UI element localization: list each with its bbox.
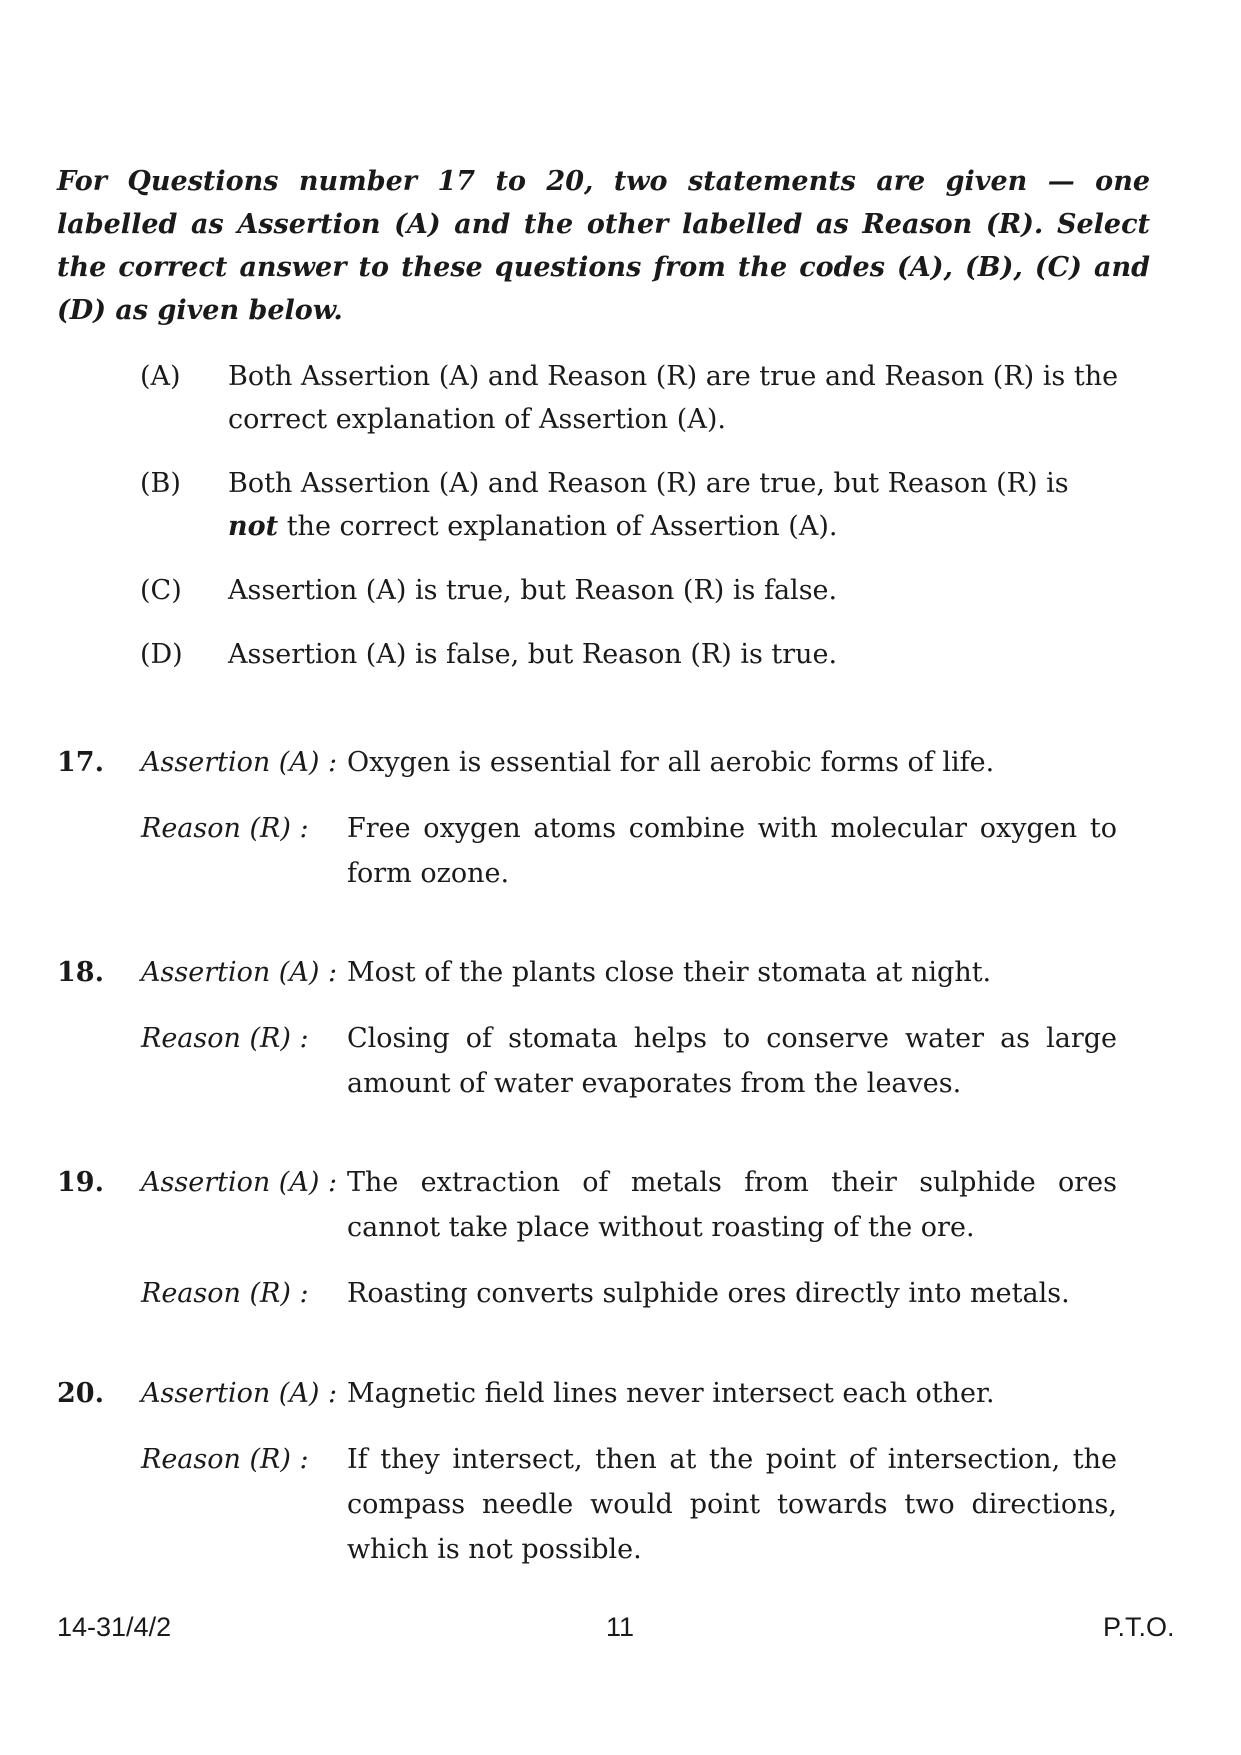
code-text: Both Assertion (A) and Reason (R) are true and Reason (R) is the correct explanation of Assertion (A). — [228, 361, 1119, 435]
question-20 — [57, 1371, 1117, 1593]
assertion-row — [57, 740, 1117, 785]
reason-label: Reason (R) : — [141, 813, 309, 844]
footer-paper-code: 14-31/4/2 — [57, 1612, 172, 1642]
reason-text: Closing of stomata helps to conserve water as large amount of water evaporates from the leaves. — [347, 1023, 1117, 1099]
question-17 — [57, 740, 1117, 917]
code-a — [140, 355, 1120, 441]
question-18 — [57, 950, 1117, 1127]
question-number: 17. — [57, 747, 104, 778]
question-number: 18. — [57, 957, 104, 988]
code-letter: (A) — [140, 361, 181, 392]
reason-text: Free oxygen atoms combine with molecular oxygen to form ozone. — [347, 813, 1117, 889]
code-text-emphasis: not — [228, 511, 279, 542]
code-text: Assertion (A) is true, but Reason (R) is false. — [228, 575, 838, 606]
assertion-label: Assertion (A) : — [141, 1167, 338, 1198]
assertion-label: Assertion (A) : — [141, 957, 338, 988]
reason-label: Reason (R) : — [141, 1278, 309, 1309]
assertion-text: Most of the plants close their stomata at night. — [347, 957, 992, 988]
reason-text: If they intersect, then at the point of intersection, the compass needle would point towards two directions, which is not possible. — [347, 1444, 1117, 1565]
code-letter: (B) — [140, 468, 181, 499]
code-d — [140, 633, 1120, 676]
reason-label: Reason (R) : — [141, 1023, 309, 1054]
code-text-before: Both Assertion (A) and Reason (R) are true, but Reason (R) is — [228, 468, 1069, 499]
code-text: Assertion (A) is false, but Reason (R) is true. — [228, 639, 838, 670]
reason-row — [57, 806, 1117, 896]
reason-row — [57, 1016, 1117, 1106]
question-number: 20. — [57, 1378, 104, 1409]
assertion-row — [57, 950, 1117, 995]
assertion-row — [57, 1371, 1117, 1416]
assertion-text: Magnetic field lines never intersect each other. — [347, 1378, 995, 1409]
footer-pto: P.T.O. — [1103, 1612, 1175, 1642]
reason-text: Roasting converts sulphide ores directly into metals. — [347, 1278, 1070, 1309]
code-b — [140, 462, 1120, 548]
reason-row — [57, 1271, 1117, 1316]
answer-codes — [140, 355, 1120, 697]
footer-page-number: 11 — [606, 1612, 635, 1642]
assertion-label: Assertion (A) : — [141, 747, 338, 778]
question-number: 19. — [57, 1167, 104, 1198]
reason-label: Reason (R) : — [141, 1444, 309, 1475]
code-c — [140, 569, 1120, 612]
code-text — [228, 462, 1120, 548]
assertion-row — [57, 1160, 1117, 1250]
assertion-label: Assertion (A) : — [141, 1378, 338, 1409]
reason-row — [57, 1437, 1117, 1572]
code-letter: (D) — [140, 639, 183, 670]
section-instructions: For Questions number 17 to 20, two statements are given — one labelled as Assertion (A) and the other labelled as Reason (R). Select the correct answer to these questions from the codes (A), (B), (C) and (D) as given below. — [57, 166, 1150, 326]
assertion-text: Oxygen is essential for all aerobic forms of life. — [347, 747, 995, 778]
code-text-after: the correct explanation of Assertion (A). — [278, 511, 838, 542]
assertion-text: The extraction of metals from their sulphide ores cannot take place without roasting of the ore. — [347, 1167, 1117, 1243]
code-letter: (C) — [140, 575, 182, 606]
question-19 — [57, 1160, 1117, 1337]
